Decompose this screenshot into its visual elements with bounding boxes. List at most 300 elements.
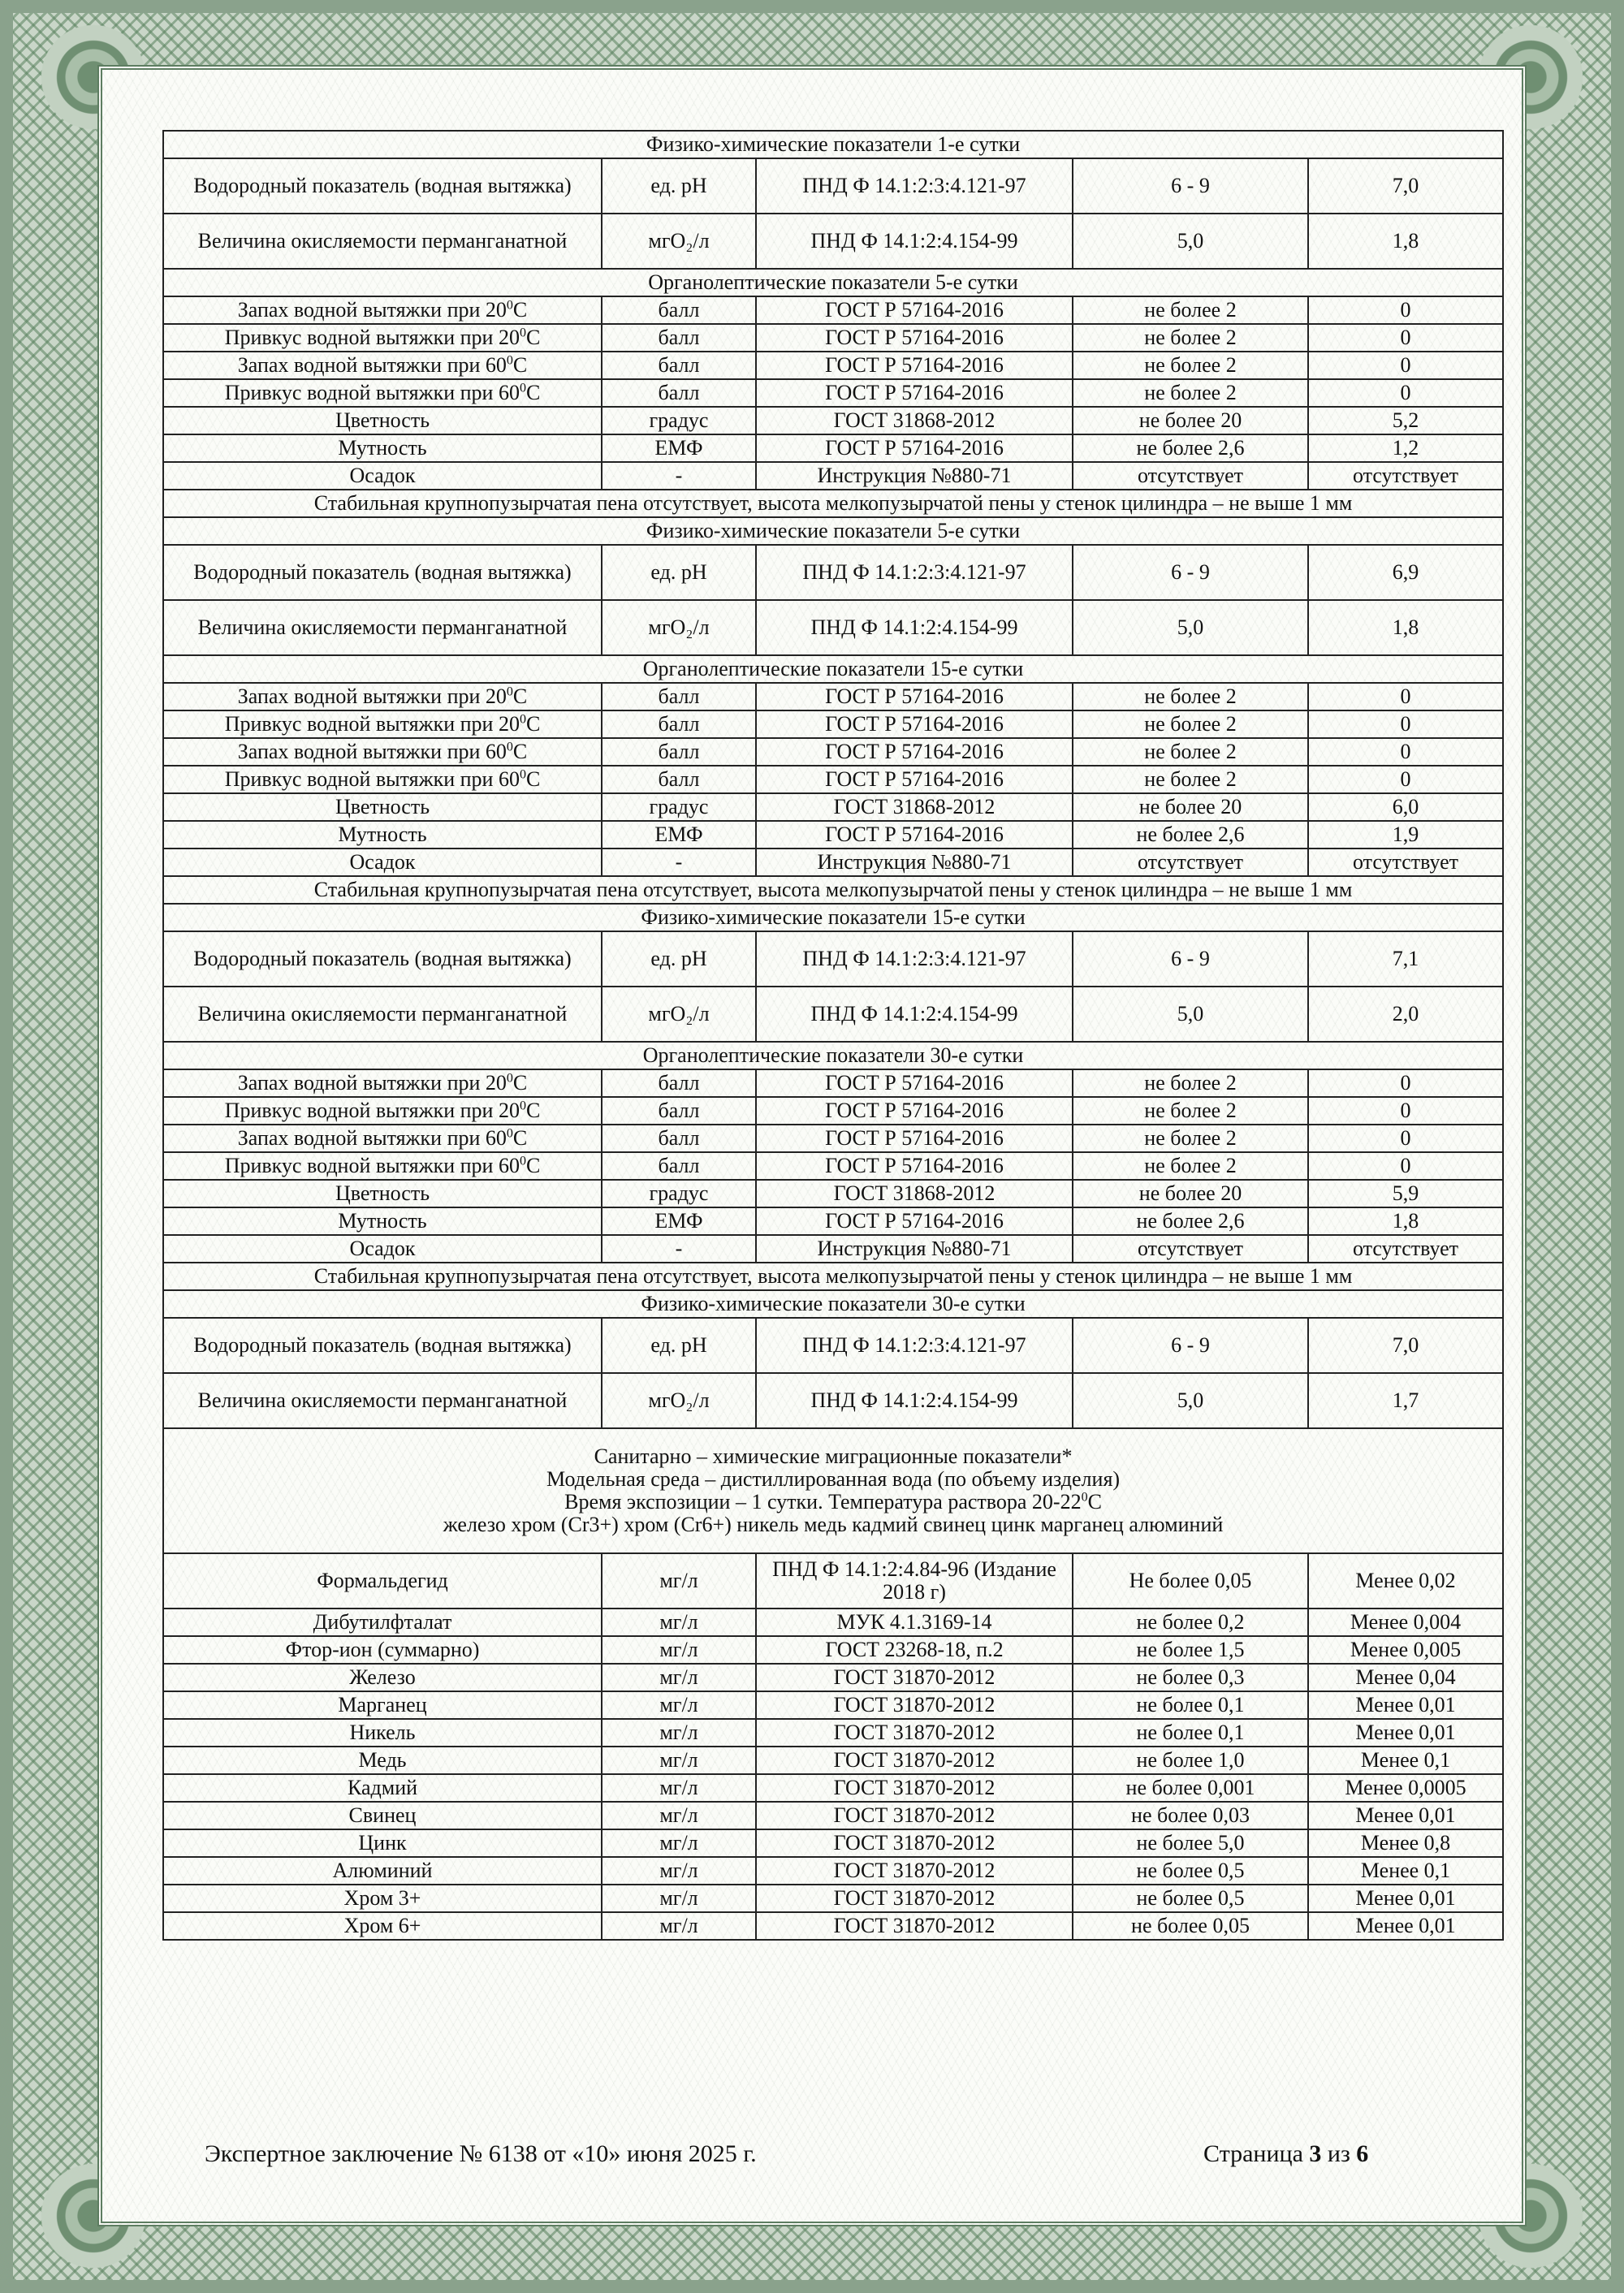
indicator-name bbox=[163, 1152, 602, 1180]
result-cell: 1,9 bbox=[1308, 821, 1503, 849]
unit-cell: - bbox=[602, 462, 756, 490]
norm-cell: не более 0,2 bbox=[1073, 1609, 1308, 1636]
table-row bbox=[163, 821, 1503, 849]
result-cell: 0 bbox=[1308, 296, 1503, 324]
unit-cell: мгО₂/л bbox=[602, 214, 756, 269]
degree-sup: 0 bbox=[519, 1154, 526, 1168]
degree-sup: 0 bbox=[519, 326, 526, 340]
result-cell: 7,1 bbox=[1308, 931, 1503, 987]
table-row bbox=[163, 710, 1503, 738]
method-cell: ПНД Ф 14.1:2:4.154-99 bbox=[756, 1373, 1073, 1428]
result-cell: 2,0 bbox=[1308, 987, 1503, 1042]
table-row bbox=[163, 158, 1503, 214]
unit-cell: балл bbox=[602, 1152, 756, 1180]
footer-document-ref: Экспертное заключение № 6138 от «10» июня 2025 г. bbox=[205, 2140, 757, 2167]
table-row bbox=[163, 1747, 1503, 1774]
unit-cell: балл bbox=[602, 379, 756, 407]
unit-cell: мгО₂/л bbox=[602, 1373, 756, 1428]
table-row bbox=[163, 766, 1503, 793]
method-cell: ПНД Ф 14.1:2:3:4.121-97 bbox=[756, 931, 1073, 987]
unit-cell: балл bbox=[602, 710, 756, 738]
unit-cell: балл bbox=[602, 1097, 756, 1125]
norm-cell: 6 - 9 bbox=[1073, 931, 1308, 987]
indicator-unit: С bbox=[525, 1099, 541, 1122]
table-row bbox=[163, 1885, 1503, 1912]
results-table bbox=[162, 130, 1504, 1941]
indicator-name: Величина окисляемости перманганатной bbox=[163, 214, 602, 269]
indicator-name: Мутность bbox=[163, 1207, 602, 1235]
result-cell: отсутствует bbox=[1308, 1235, 1503, 1263]
table-row bbox=[163, 324, 1503, 352]
indicator-name: Мутность bbox=[163, 434, 602, 462]
degree-sup: 0 bbox=[519, 767, 526, 782]
unit-cell: мг/л bbox=[602, 1719, 756, 1747]
method-cell: Инструкция №880-71 bbox=[756, 849, 1073, 876]
degree-sup: 0 bbox=[506, 740, 513, 754]
norm-cell: 5,0 bbox=[1073, 1373, 1308, 1428]
norm-cell: не более 0,1 bbox=[1073, 1719, 1308, 1747]
method-cell: ГОСТ 31870-2012 bbox=[756, 1802, 1073, 1829]
method-cell: ГОСТ 31870-2012 bbox=[756, 1885, 1073, 1912]
method-cell: ГОСТ Р 57164-2016 bbox=[756, 1152, 1073, 1180]
norm-cell: не более 2 bbox=[1073, 1097, 1308, 1125]
exposure-text: Время экспозиции – 1 сутки. Температура раствора 20-22 bbox=[564, 1490, 1082, 1514]
method-cell: ПНД Ф 14.1:2:4.154-99 bbox=[756, 600, 1073, 655]
norm-cell: не более 0,5 bbox=[1073, 1857, 1308, 1885]
table-row bbox=[163, 379, 1503, 407]
indicator-name: Осадок bbox=[163, 849, 602, 876]
indicator-unit: С bbox=[512, 1126, 528, 1150]
result-cell: 0 bbox=[1308, 738, 1503, 766]
section-header-row bbox=[163, 904, 1503, 931]
result-cell: 0 bbox=[1308, 683, 1503, 710]
method-cell: ГОСТ 31868-2012 bbox=[756, 1180, 1073, 1207]
method-cell: ГОСТ Р 57164-2016 bbox=[756, 1125, 1073, 1152]
indicator-unit: С bbox=[512, 298, 528, 322]
norm-cell: не более 0,1 bbox=[1073, 1691, 1308, 1719]
indicator-name: Величина окисляемости перманганатной bbox=[163, 987, 602, 1042]
result-cell: 0 bbox=[1308, 766, 1503, 793]
page-total: 6 bbox=[1356, 2140, 1369, 2167]
indicator-name: Марганец bbox=[163, 1691, 602, 1719]
result-cell: 1,8 bbox=[1308, 214, 1503, 269]
indicator-unit: С bbox=[525, 381, 541, 404]
indicator-name: Осадок bbox=[163, 1235, 602, 1263]
table-row bbox=[163, 1180, 1503, 1207]
table-row bbox=[163, 931, 1503, 987]
method-cell: ГОСТ Р 57164-2016 bbox=[756, 379, 1073, 407]
model-medium: Модельная среда – дистиллированная вода (по объему изделия) bbox=[546, 1467, 1121, 1491]
norm-cell: не более 1,5 bbox=[1073, 1636, 1308, 1664]
indicator-name: Кадмий bbox=[163, 1774, 602, 1802]
indicator-text: Привкус водной вытяжки при 60 bbox=[224, 767, 520, 791]
indicator-text: Привкус водной вытяжки при 20 bbox=[224, 326, 520, 349]
section-header-row bbox=[163, 490, 1503, 517]
norm-cell: не более 20 bbox=[1073, 793, 1308, 821]
result-cell: 0 bbox=[1308, 1152, 1503, 1180]
unit-cell: балл bbox=[602, 1125, 756, 1152]
result-cell: Менее 0,8 bbox=[1308, 1829, 1503, 1857]
indicator-name bbox=[163, 683, 602, 710]
method-cell: ГОСТ Р 57164-2016 bbox=[756, 1207, 1073, 1235]
elements-list: железо хром (Cr3+) хром (Cr6+) никель медь кадмий свинец цинк марганец алюминий bbox=[443, 1513, 1224, 1536]
result-cell: 0 bbox=[1308, 1125, 1503, 1152]
result-cell: Менее 0,1 bbox=[1308, 1747, 1503, 1774]
unit-cell: мгО₂/л bbox=[602, 600, 756, 655]
method-cell: ГОСТ Р 57164-2016 bbox=[756, 1069, 1073, 1097]
result-cell: Менее 0,02 bbox=[1308, 1553, 1503, 1609]
norm-cell: отсутствует bbox=[1073, 462, 1308, 490]
method-cell: ГОСТ Р 57164-2016 bbox=[756, 296, 1073, 324]
table-row bbox=[163, 793, 1503, 821]
method-cell: ГОСТ 23268-18, п.2 bbox=[756, 1636, 1073, 1664]
unit-cell: балл bbox=[602, 1069, 756, 1097]
method-cell: ГОСТ Р 57164-2016 bbox=[756, 1097, 1073, 1125]
norm-cell: не более 2 bbox=[1073, 1125, 1308, 1152]
method-cell: ПНД Ф 14.1:2:4.154-99 bbox=[756, 214, 1073, 269]
indicator-unit: С bbox=[512, 740, 528, 763]
method-cell: ГОСТ Р 57164-2016 bbox=[756, 766, 1073, 793]
method-cell: ГОСТ 31870-2012 bbox=[756, 1691, 1073, 1719]
norm-cell: 5,0 bbox=[1073, 987, 1308, 1042]
norm-cell: не более 2,6 bbox=[1073, 1207, 1308, 1235]
table-row bbox=[163, 987, 1503, 1042]
section-header-row bbox=[163, 1290, 1503, 1318]
indicator-name: Цинк bbox=[163, 1829, 602, 1857]
unit-cell: - bbox=[602, 849, 756, 876]
indicator-name: Алюминий bbox=[163, 1857, 602, 1885]
norm-cell: не более 2 bbox=[1073, 1069, 1308, 1097]
unit-cell: мг/л bbox=[602, 1691, 756, 1719]
degree-sup: 0 bbox=[506, 298, 513, 313]
result-cell: Менее 0,01 bbox=[1308, 1802, 1503, 1829]
indicator-name: Водородный показатель (водная вытяжка) bbox=[163, 931, 602, 987]
unit-cell: ЕМФ bbox=[602, 821, 756, 849]
indicator-text: Привкус водной вытяжки при 20 bbox=[224, 712, 520, 736]
table-row bbox=[163, 214, 1503, 269]
result-cell: Менее 0,004 bbox=[1308, 1609, 1503, 1636]
method-cell: ГОСТ 31870-2012 bbox=[756, 1664, 1073, 1691]
result-cell: отсутствует bbox=[1308, 849, 1503, 876]
degree-sup: 0 bbox=[519, 381, 526, 395]
unit-cell: - bbox=[602, 1235, 756, 1263]
indicator-name: Цветность bbox=[163, 407, 602, 434]
result-cell: 0 bbox=[1308, 1069, 1503, 1097]
method-cell: ГОСТ Р 57164-2016 bbox=[756, 821, 1073, 849]
migration-header-row bbox=[163, 1428, 1503, 1553]
degree-sup: 0 bbox=[519, 712, 526, 727]
indicator-text: Запах водной вытяжки при 20 bbox=[237, 298, 507, 322]
result-cell: 5,9 bbox=[1308, 1180, 1503, 1207]
table-row bbox=[163, 1152, 1503, 1180]
method-cell: ГОСТ Р 57164-2016 bbox=[756, 683, 1073, 710]
result-cell: Менее 0,01 bbox=[1308, 1885, 1503, 1912]
unit-cell: мг/л bbox=[602, 1747, 756, 1774]
unit-cell: мг/л bbox=[602, 1829, 756, 1857]
indicator-unit: С bbox=[512, 353, 528, 377]
result-cell: 6,0 bbox=[1308, 793, 1503, 821]
unit-cell: ед. pH bbox=[602, 931, 756, 987]
result-cell: 1,7 bbox=[1308, 1373, 1503, 1428]
unit-cell: мг/л bbox=[602, 1553, 756, 1609]
section-header-row bbox=[163, 876, 1503, 904]
indicator-name: Водородный показатель (водная вытяжка) bbox=[163, 545, 602, 600]
norm-cell: отсутствует bbox=[1073, 849, 1308, 876]
table-row bbox=[163, 1069, 1503, 1097]
norm-cell: не более 2 bbox=[1073, 1152, 1308, 1180]
result-cell: 1,8 bbox=[1308, 1207, 1503, 1235]
indicator-name: Формальдегид bbox=[163, 1553, 602, 1609]
table-row bbox=[163, 600, 1503, 655]
unit-cell: ед. pH bbox=[602, 1318, 756, 1373]
norm-cell: не более 2 bbox=[1073, 296, 1308, 324]
indicator-unit: С bbox=[512, 684, 528, 708]
page-prefix: Страница bbox=[1203, 2140, 1303, 2167]
indicator-name: Хром 6+ bbox=[163, 1912, 602, 1940]
method-cell: ГОСТ Р 57164-2016 bbox=[756, 434, 1073, 462]
norm-cell: Не более 0,05 bbox=[1073, 1553, 1308, 1609]
table-row bbox=[163, 1125, 1503, 1152]
norm-cell: не более 2 bbox=[1073, 324, 1308, 352]
method-cell: ГОСТ 31868-2012 bbox=[756, 407, 1073, 434]
norm-cell: не более 0,5 bbox=[1073, 1885, 1308, 1912]
table-row bbox=[163, 738, 1503, 766]
method-cell: ПНД Ф 14.1:2:3:4.121-97 bbox=[756, 1318, 1073, 1373]
method-cell: Инструкция №880-71 bbox=[756, 1235, 1073, 1263]
indicator-name bbox=[163, 738, 602, 766]
result-cell: 0 bbox=[1308, 1097, 1503, 1125]
unit-cell: мг/л bbox=[602, 1802, 756, 1829]
norm-cell: не более 2,6 bbox=[1073, 434, 1308, 462]
section-title: Физико-химические показатели 30-е сутки bbox=[163, 1290, 1503, 1318]
unit-cell: ед. pH bbox=[602, 158, 756, 214]
indicator-name: Цветность bbox=[163, 1180, 602, 1207]
table-row bbox=[163, 1691, 1503, 1719]
migration-title: Санитарно – химические миграционные показатели* bbox=[594, 1444, 1073, 1468]
page-sep: из bbox=[1327, 2140, 1350, 2167]
unit-cell: ЕМФ bbox=[602, 1207, 756, 1235]
method-cell: Инструкция №880-71 bbox=[756, 462, 1073, 490]
unit-cell: мг/л bbox=[602, 1609, 756, 1636]
indicator-text: Привкус водной вытяжки при 60 bbox=[224, 1154, 520, 1177]
norm-cell: не более 20 bbox=[1073, 407, 1308, 434]
norm-cell: не более 1,0 bbox=[1073, 1747, 1308, 1774]
section-title: Физико-химические показатели 5-е сутки bbox=[163, 517, 1503, 545]
norm-cell: не более 2 bbox=[1073, 766, 1308, 793]
table-row bbox=[163, 1609, 1503, 1636]
table-row bbox=[163, 1636, 1503, 1664]
degree-sup: 0 bbox=[506, 1071, 513, 1086]
unit-cell: мг/л bbox=[602, 1664, 756, 1691]
result-cell: 0 bbox=[1308, 324, 1503, 352]
unit-cell: балл bbox=[602, 738, 756, 766]
method-cell: МУК 4.1.3169-14 bbox=[756, 1609, 1073, 1636]
exposure-unit: С bbox=[1087, 1490, 1102, 1514]
section-title: Органолептические показатели 30-е сутки bbox=[163, 1042, 1503, 1069]
norm-cell: 6 - 9 bbox=[1073, 158, 1308, 214]
section-title: Физико-химические показатели 15-е сутки bbox=[163, 904, 1503, 931]
table-row bbox=[163, 1097, 1503, 1125]
table-row bbox=[163, 462, 1503, 490]
indicator-text: Запах водной вытяжки при 20 bbox=[237, 1071, 507, 1095]
method-cell: ГОСТ 31868-2012 bbox=[756, 793, 1073, 821]
indicator-name: Величина окисляемости перманганатной bbox=[163, 600, 602, 655]
indicator-name bbox=[163, 1125, 602, 1152]
result-cell: Менее 0,01 bbox=[1308, 1912, 1503, 1940]
norm-cell: не более 2 bbox=[1073, 352, 1308, 379]
norm-cell: не более 2 bbox=[1073, 379, 1308, 407]
table-row bbox=[163, 1373, 1503, 1428]
degree-sup: 0 bbox=[1081, 1490, 1088, 1505]
indicator-unit: С bbox=[512, 1071, 528, 1095]
unit-cell: градус bbox=[602, 407, 756, 434]
method-cell: ГОСТ Р 57164-2016 bbox=[756, 352, 1073, 379]
footer-page-number bbox=[1203, 2140, 1368, 2168]
section-header-row bbox=[163, 131, 1503, 158]
unit-cell: мг/л bbox=[602, 1636, 756, 1664]
table-row bbox=[163, 1235, 1503, 1263]
norm-cell: не более 2,6 bbox=[1073, 821, 1308, 849]
result-cell: 1,8 bbox=[1308, 600, 1503, 655]
norm-cell: не более 0,3 bbox=[1073, 1664, 1308, 1691]
norm-cell: 5,0 bbox=[1073, 214, 1308, 269]
unit-cell: балл bbox=[602, 296, 756, 324]
page-current: 3 bbox=[1309, 2140, 1322, 2167]
method-cell: ГОСТ 31870-2012 bbox=[756, 1912, 1073, 1940]
indicator-name: Никель bbox=[163, 1719, 602, 1747]
indicator-name: Свинец bbox=[163, 1802, 602, 1829]
indicator-name bbox=[163, 379, 602, 407]
result-cell: Менее 0,1 bbox=[1308, 1857, 1503, 1885]
indicator-text: Привкус водной вытяжки при 60 bbox=[224, 381, 520, 404]
table-row bbox=[163, 683, 1503, 710]
table-row bbox=[163, 849, 1503, 876]
norm-cell: не более 5,0 bbox=[1073, 1829, 1308, 1857]
section-title: Физико-химические показатели 1-е сутки bbox=[163, 131, 1503, 158]
indicator-name bbox=[163, 1097, 602, 1125]
indicator-name: Водородный показатель (водная вытяжка) bbox=[163, 158, 602, 214]
indicator-unit: С bbox=[525, 1154, 541, 1177]
method-cell: ГОСТ Р 57164-2016 bbox=[756, 324, 1073, 352]
norm-cell: не более 0,05 bbox=[1073, 1912, 1308, 1940]
norm-cell: 5,0 bbox=[1073, 600, 1308, 655]
table-row bbox=[163, 407, 1503, 434]
unit-cell: мг/л bbox=[602, 1774, 756, 1802]
result-cell: 0 bbox=[1308, 710, 1503, 738]
norm-cell: не более 0,03 bbox=[1073, 1802, 1308, 1829]
norm-cell: не более 2 bbox=[1073, 738, 1308, 766]
indicator-name: Мутность bbox=[163, 821, 602, 849]
indicator-name bbox=[163, 766, 602, 793]
indicator-name: Дибутилфталат bbox=[163, 1609, 602, 1636]
result-cell: 5,2 bbox=[1308, 407, 1503, 434]
unit-cell: мг/л bbox=[602, 1912, 756, 1940]
indicator-unit: С bbox=[525, 712, 541, 736]
indicator-name: Фтор-ион (суммарно) bbox=[163, 1636, 602, 1664]
table-row bbox=[163, 1774, 1503, 1802]
unit-cell: градус bbox=[602, 1180, 756, 1207]
table-row bbox=[163, 1207, 1503, 1235]
degree-sup: 0 bbox=[506, 353, 513, 368]
unit-cell: ед. pH bbox=[602, 545, 756, 600]
indicator-text: Привкус водной вытяжки при 20 bbox=[224, 1099, 520, 1122]
degree-sup: 0 bbox=[506, 684, 513, 699]
result-cell: 7,0 bbox=[1308, 1318, 1503, 1373]
norm-cell: отсутствует bbox=[1073, 1235, 1308, 1263]
section-title: Стабильная крупнопузырчатая пена отсутствует, высота мелкопузырчатой пены у стенок цилиндра – не выше 1 мм bbox=[163, 1263, 1503, 1290]
table-row bbox=[163, 1318, 1503, 1373]
result-cell: Менее 0,04 bbox=[1308, 1664, 1503, 1691]
indicator-text: Запах водной вытяжки при 60 bbox=[237, 1126, 507, 1150]
method-cell: ГОСТ 31870-2012 bbox=[756, 1774, 1073, 1802]
table-row bbox=[163, 352, 1503, 379]
table-row bbox=[163, 434, 1503, 462]
indicator-name bbox=[163, 352, 602, 379]
indicator-name bbox=[163, 296, 602, 324]
unit-cell: градус bbox=[602, 793, 756, 821]
method-cell: ПНД Ф 14.1:2:3:4.121-97 bbox=[756, 545, 1073, 600]
table-row bbox=[163, 1664, 1503, 1691]
method-cell: ГОСТ 31870-2012 bbox=[756, 1719, 1073, 1747]
section-title: Стабильная крупнопузырчатая пена отсутствует, высота мелкопузырчатой пены у стенок цилиндра – не выше 1 мм bbox=[163, 490, 1503, 517]
unit-cell: балл bbox=[602, 352, 756, 379]
norm-cell: 6 - 9 bbox=[1073, 545, 1308, 600]
result-cell: 6,9 bbox=[1308, 545, 1503, 600]
section-header-row bbox=[163, 517, 1503, 545]
table-row bbox=[163, 1857, 1503, 1885]
degree-sup: 0 bbox=[506, 1126, 513, 1141]
indicator-name: Медь bbox=[163, 1747, 602, 1774]
result-cell: Менее 0,005 bbox=[1308, 1636, 1503, 1664]
method-cell: ПНД Ф 14.1:2:4.84-96 (Издание 2018 г) bbox=[756, 1553, 1073, 1609]
indicator-name: Железо bbox=[163, 1664, 602, 1691]
unit-cell: балл bbox=[602, 683, 756, 710]
migration-header bbox=[163, 1428, 1503, 1553]
indicator-unit: С bbox=[525, 767, 541, 791]
norm-cell: не более 2 bbox=[1073, 710, 1308, 738]
method-cell: ПНД Ф 14.1:2:4.154-99 bbox=[756, 987, 1073, 1042]
result-cell: 7,0 bbox=[1308, 158, 1503, 214]
indicator-name bbox=[163, 324, 602, 352]
indicator-text: Запах водной вытяжки при 60 bbox=[237, 353, 507, 377]
method-cell: ГОСТ 31870-2012 bbox=[756, 1829, 1073, 1857]
section-title: Органолептические показатели 5-е сутки bbox=[163, 269, 1503, 296]
section-title: Органолептические показатели 15-е сутки bbox=[163, 655, 1503, 683]
section-header-row bbox=[163, 1042, 1503, 1069]
table-row bbox=[163, 1553, 1503, 1609]
unit-cell: мг/л bbox=[602, 1885, 756, 1912]
indicator-name bbox=[163, 1069, 602, 1097]
result-cell: Менее 0,01 bbox=[1308, 1691, 1503, 1719]
table-row bbox=[163, 1719, 1503, 1747]
section-header-row bbox=[163, 269, 1503, 296]
indicator-text: Запах водной вытяжки при 20 bbox=[237, 684, 507, 708]
unit-cell: балл bbox=[602, 324, 756, 352]
norm-cell: не более 20 bbox=[1073, 1180, 1308, 1207]
unit-cell: ЕМФ bbox=[602, 434, 756, 462]
result-cell: 0 bbox=[1308, 379, 1503, 407]
section-header-row bbox=[163, 1263, 1503, 1290]
indicator-text: Запах водной вытяжки при 60 bbox=[237, 740, 507, 763]
result-cell: Менее 0,01 bbox=[1308, 1719, 1503, 1747]
result-cell: 1,2 bbox=[1308, 434, 1503, 462]
indicator-name: Величина окисляемости перманганатной bbox=[163, 1373, 602, 1428]
method-cell: ГОСТ Р 57164-2016 bbox=[756, 738, 1073, 766]
exposure-line bbox=[167, 1491, 1499, 1514]
section-title: Стабильная крупнопузырчатая пена отсутствует, высота мелкопузырчатой пены у стенок цилиндра – не выше 1 мм bbox=[163, 876, 1503, 904]
result-cell: Менее 0,0005 bbox=[1308, 1774, 1503, 1802]
norm-cell: не более 0,001 bbox=[1073, 1774, 1308, 1802]
